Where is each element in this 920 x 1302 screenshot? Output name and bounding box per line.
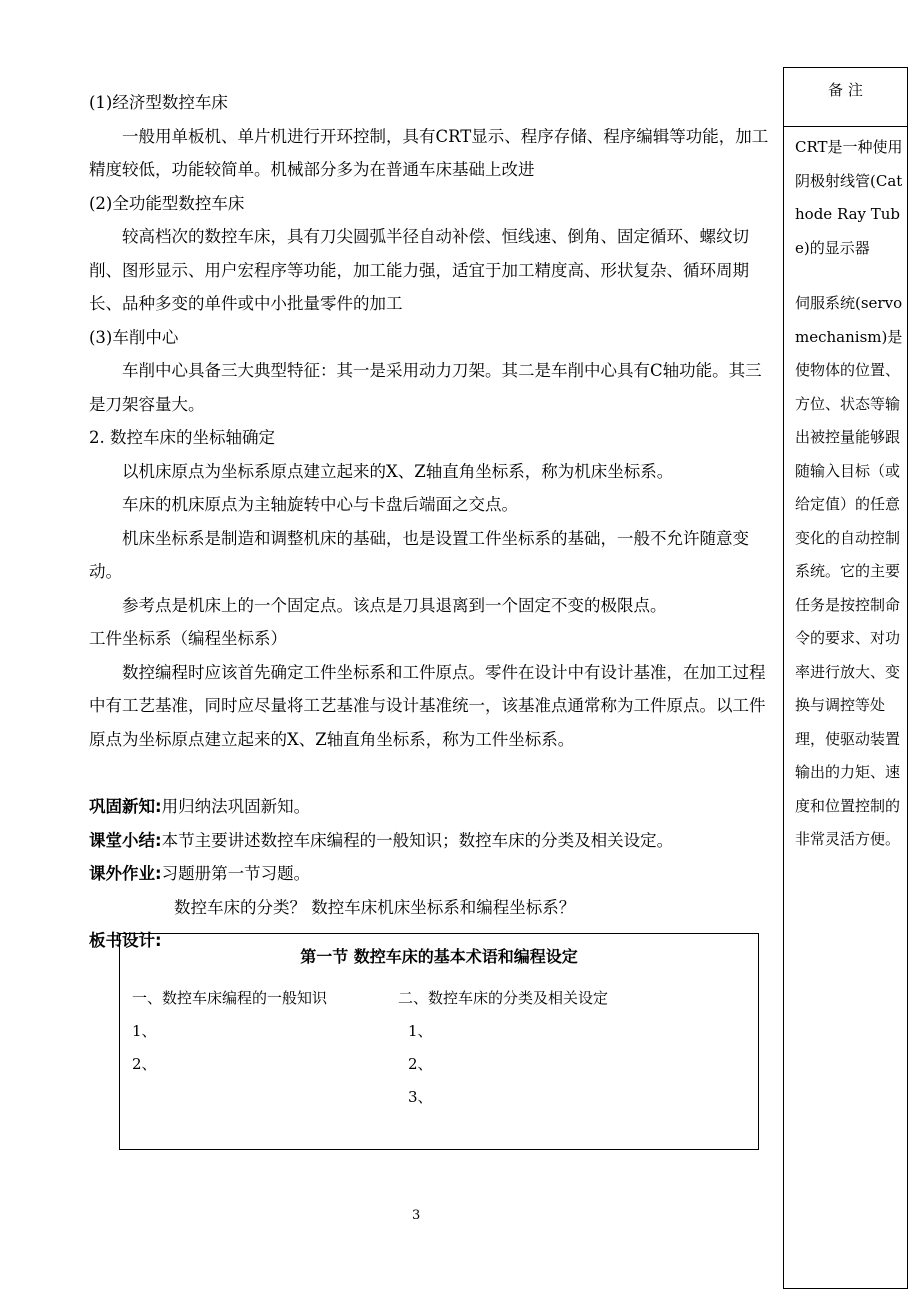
- sec4-p1: 以机床原点为坐标系原点建立起来的X、Z轴直角坐标系，称为机床坐标系。: [122, 461, 674, 481]
- remark-servo: 伺服系统(servomechanism)是使物体的位置、方位、状态等输出被控量能够跟随输入目标（或给定值）的任意变化的自动控制系统。它的主要任务是按控制命令的要求、对功率进行放大、变换与调控等处理，使驱动装置输出的力矩、速度和位置控制的非常灵活方便。: [795, 294, 903, 848]
- homework-line: [89, 857, 769, 891]
- sec5-body: 数控编程时应该首先确定工件坐标系和工件原点。零件在设计中有设计基准，在加工过程中有工艺基准，同时应尽量将工艺基准与设计基准统一，该基准点通常称为工件原点。以工件原点为坐标原点建立起来的X、Z轴直角坐标系，称为工件坐标系。: [89, 662, 766, 749]
- homework-label: 课外作业:: [89, 864, 162, 883]
- consolidate-text: 用归纳法巩固新知。: [161, 797, 311, 816]
- sec2-body: 较高档次的数控车床，具有刀尖圆弧半径自动补偿、恒线速、倒角、固定循环、螺纹切削、图形显示、用户宏程序等功能，加工能力强，适宜于加工精度高、形状复杂、循环周期长、品种多变的单件或中小批量零件的加工: [89, 227, 749, 313]
- sec3-title: (3)车削中心: [89, 327, 179, 347]
- summary-text: 本节主要讲述数控车床编程的一般知识；数控车床的分类及相关设定。: [161, 830, 674, 850]
- sec5-title: 工件坐标系（编程坐标系）: [89, 629, 287, 648]
- board-right-column: [398, 982, 608, 1114]
- sec1-body: 一般用单板机、单片机进行开环控制，具有CRT显示、程序存储、程序编辑等功能，加工精度较低，功能较简单。机械部分多为在普通车床基础上改进: [89, 126, 769, 179]
- sec4-p4: 参考点是机床上的一个固定点。该点是刀具退离到一个固定不变的极限点。: [122, 595, 667, 615]
- sec3-body: 车削中心具备三大典型特征：其一是采用动力刀架。其二是车削中心具有C轴功能。其三是刀架容量大。: [89, 361, 762, 414]
- homework-text: 习题册第一节习题。: [161, 864, 311, 883]
- board-label: 板书设计:: [89, 931, 162, 950]
- board-left-item: 1、: [132, 1022, 157, 1040]
- sec4-title: 2. 数控车床的坐标轴确定: [89, 428, 275, 447]
- consolidate-line: [89, 790, 769, 824]
- remarks-text: [795, 131, 903, 857]
- summary-line: [89, 824, 769, 858]
- blackboard-design-box: [119, 933, 759, 1150]
- board-right-item: 2、: [408, 1055, 433, 1073]
- consolidate-label: 巩固新知:: [89, 797, 162, 816]
- remark-crt: CRT是一种使用阴极射线管(Cathode Ray Tube)的显示器: [795, 138, 903, 257]
- board-right-item: 3、: [408, 1088, 433, 1106]
- board-title: 第一节 数控车床的基本术语和编程设定: [300, 947, 578, 966]
- sec2-title: (2)全功能型数控车床: [89, 193, 245, 213]
- board-right-heading: 二、数控车床的分类及相关设定: [398, 989, 609, 1007]
- remarks-column: [783, 67, 908, 1289]
- sec4-p3: 机床坐标系是制造和调整机床的基础，也是设置工件坐标系的基础，一般不允许随意变动。: [89, 528, 749, 581]
- board-left-heading: 一、数控车床编程的一般知识: [132, 989, 328, 1007]
- board-left-column: [132, 982, 327, 1081]
- board-right-item: 1、: [408, 1022, 433, 1040]
- board-left-item: 2、: [132, 1055, 157, 1073]
- page-number: 3: [412, 1208, 421, 1223]
- sec4-p2: 车床的机床原点为主轴旋转中心与卡盘后端面之交点。: [122, 495, 518, 514]
- summary-label: 课堂小结:: [89, 830, 162, 850]
- homework-questions: 数控车床的分类？ 数控车床机床坐标系和编程坐标系？: [174, 897, 576, 917]
- main-content: [89, 86, 769, 958]
- remarks-caption: 备 注: [784, 67, 907, 127]
- sec1-title: (1)经济型数控车床: [89, 93, 228, 112]
